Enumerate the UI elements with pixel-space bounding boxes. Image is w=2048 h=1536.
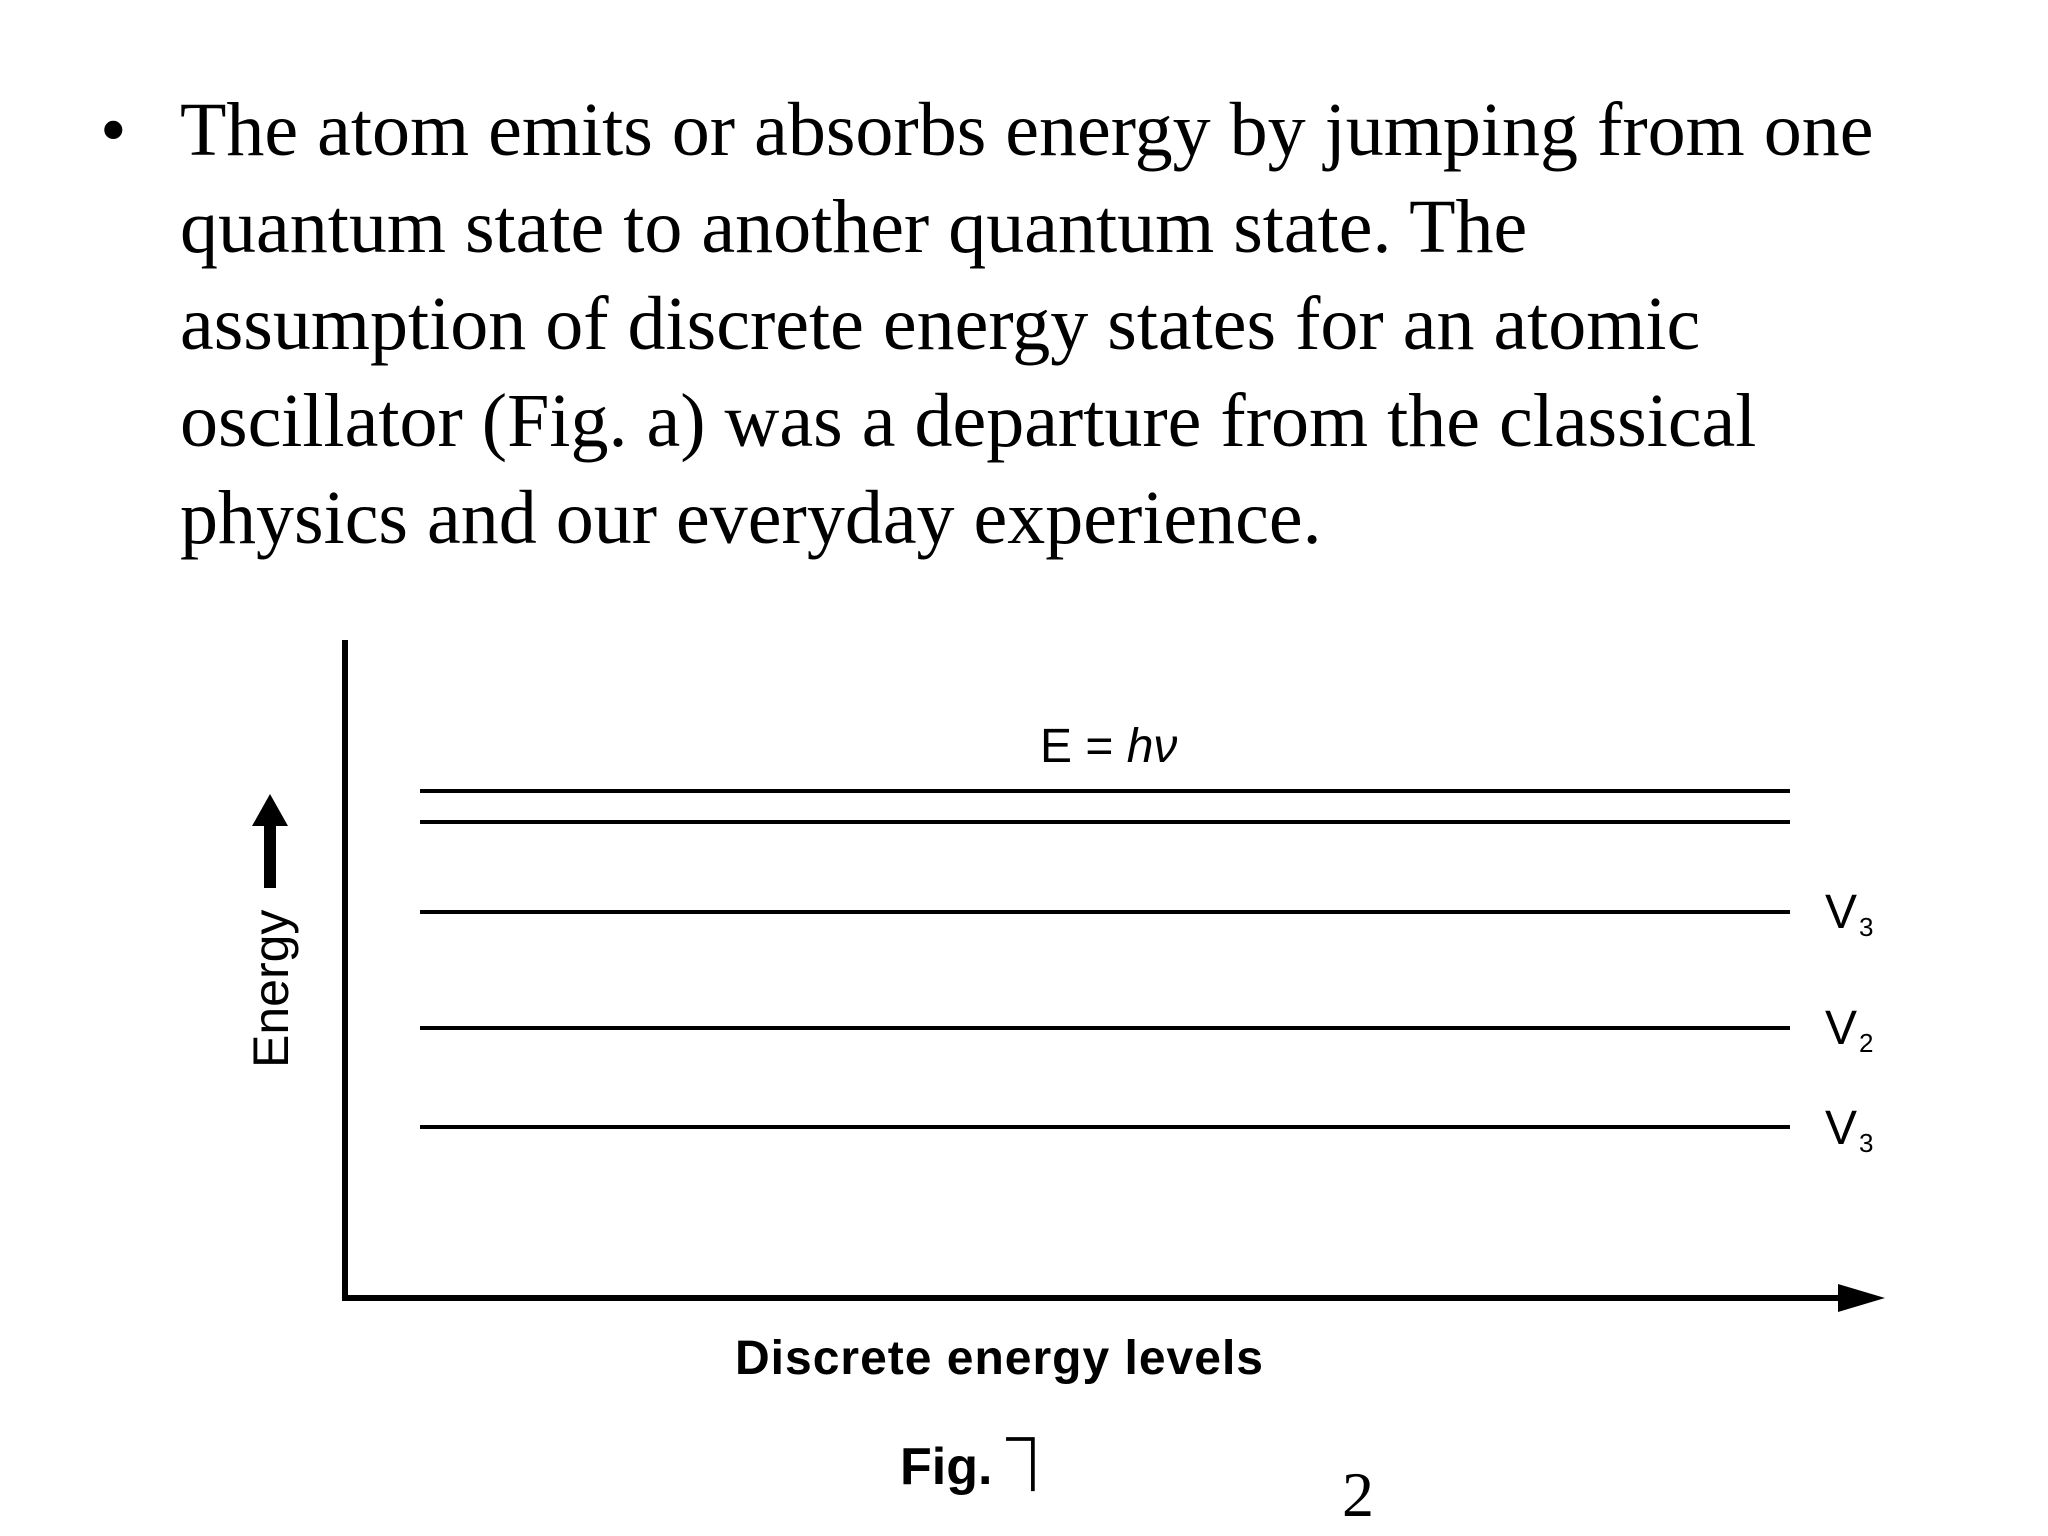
bullet-line-2: quantum state to another quantum state. The [180, 185, 1528, 269]
bullet-icon: • [100, 88, 127, 172]
energy-formula: E = hν [1040, 720, 1178, 773]
y-axis-label: Energy [243, 909, 299, 1068]
figure-caption: Fig. ⏋ [900, 1438, 1059, 1496]
level-label-3: V3 [1825, 1102, 1874, 1158]
level-label-1: V3 [1825, 886, 1874, 942]
x-axis-arrow-icon [1838, 1284, 1885, 1312]
y-axis-arrow-icon [252, 794, 288, 826]
bullet-line-1: The atom emits or absorbs energy by jumping from one [180, 88, 1874, 172]
page-number: 2 [1342, 1459, 1374, 1530]
level-label-2: V2 [1825, 1002, 1874, 1058]
bullet-line-4: oscillator (Fig. a) was a departure from the classical [180, 379, 1757, 463]
x-axis-label: Discrete energy levels [735, 1332, 1264, 1385]
bullet-line-5: physics and our everyday experience. [180, 476, 1322, 560]
bullet-line-3: assumption of discrete energy states for an atomic [180, 282, 1701, 366]
